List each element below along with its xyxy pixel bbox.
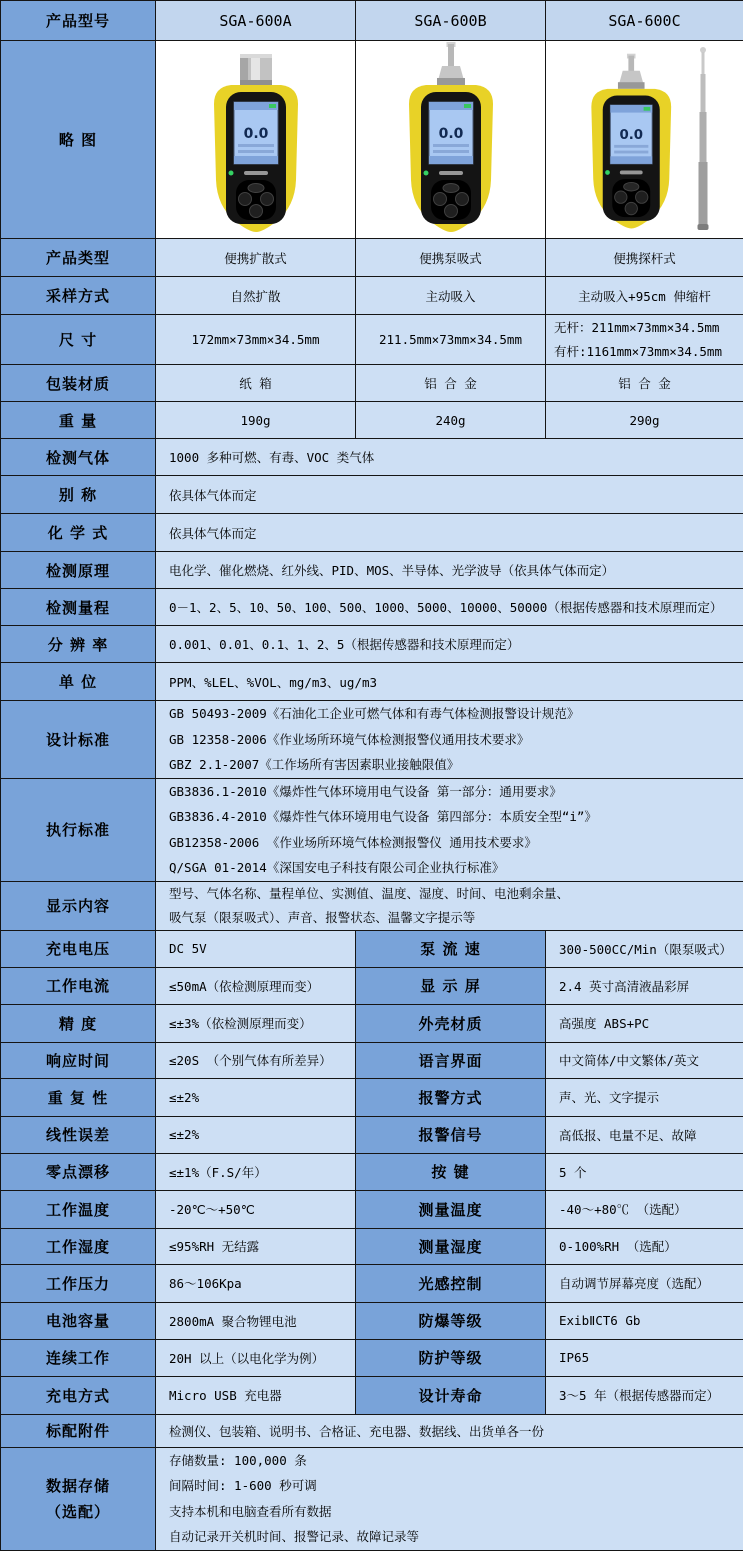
storage-label-line1: 数据存储 bbox=[46, 1473, 110, 1499]
spec-value: ExibⅡCT6 Gb bbox=[546, 1302, 743, 1339]
spec-value: 86～106Kpa bbox=[156, 1264, 356, 1302]
table-row bbox=[1, 41, 743, 239]
spec-value: -20℃～+50℃ bbox=[156, 1190, 356, 1228]
spec-value bbox=[156, 1447, 743, 1550]
spec-label: 工作压力 bbox=[1, 1264, 156, 1302]
spec-value: 211.5mm×73mm×34.5mm bbox=[356, 315, 546, 365]
device-a-photo bbox=[181, 42, 331, 238]
spec-label: 光感控制 bbox=[356, 1264, 546, 1302]
spec-value: 0－1、2、5、10、50、100、500、1000、5000、10000、50000（根据传感器和技术原理而定） bbox=[156, 589, 743, 626]
storage-line: 支持本机和电脑查看所有数据 bbox=[169, 1499, 737, 1525]
spec-label: 电池容量 bbox=[1, 1302, 156, 1339]
spec-label: 防护等级 bbox=[356, 1339, 546, 1376]
spec-value: 0-100%RH （选配） bbox=[546, 1228, 743, 1264]
spec-label: 别 称 bbox=[1, 476, 156, 514]
spec-value: 2800mA 聚合物锂电池 bbox=[156, 1302, 356, 1339]
spec-value: 检测仪、包装箱、说明书、合格证、充电器、数据线、出货单各一份 bbox=[156, 1414, 743, 1447]
device-c-screen-value: 0.0 bbox=[619, 128, 643, 143]
header-label: 产品型号 bbox=[1, 1, 156, 41]
spec-value: ≤±1%（F.S/年） bbox=[156, 1153, 356, 1190]
spec-label: 单 位 bbox=[1, 663, 156, 701]
spec-value: 电化学、催化燃烧、红外线、PID、MOS、半导体、光学波导（依具体气体而定） bbox=[156, 552, 743, 589]
device-c-photo-cell bbox=[546, 41, 743, 239]
spec-label: 包装材质 bbox=[1, 365, 156, 402]
spec-value: PPM、%LEL、%VOL、mg/m3、ug/m3 bbox=[156, 663, 743, 701]
spec-value: Micro USB 充电器 bbox=[156, 1376, 356, 1414]
spec-value: ≤95%RH 无结露 bbox=[156, 1228, 356, 1264]
device-a-screen-value: 0.0 bbox=[243, 126, 268, 142]
spec-label: 泵 流 速 bbox=[356, 930, 546, 967]
spec-label: 连续工作 bbox=[1, 1339, 156, 1376]
table-row bbox=[1, 476, 743, 514]
spec-value bbox=[546, 315, 743, 365]
spec-value: 主动吸入 bbox=[356, 277, 546, 315]
telescopic-rod bbox=[697, 47, 708, 230]
spec-value bbox=[156, 881, 743, 930]
spec-value: 240g bbox=[356, 402, 546, 439]
spec-label: 产品类型 bbox=[1, 239, 156, 277]
spec-value bbox=[156, 701, 743, 779]
spec-value: 中文简体/中文繁体/英文 bbox=[546, 1042, 743, 1078]
spec-label: 工作湿度 bbox=[1, 1228, 156, 1264]
spec-value: 自然扩散 bbox=[156, 277, 356, 315]
spec-value: 纸 箱 bbox=[156, 365, 356, 402]
spec-label: 充电方式 bbox=[1, 1376, 156, 1414]
storage-line: 自动记录开关机时间、报警记录、故障记录等 bbox=[169, 1524, 737, 1550]
spec-label: 测量温度 bbox=[356, 1190, 546, 1228]
model-a-name: SGA-600A bbox=[156, 1, 356, 41]
table-row bbox=[1, 1264, 743, 1302]
spec-label: 线性误差 bbox=[1, 1116, 156, 1153]
table-row bbox=[1, 514, 743, 552]
spec-label: 设计标准 bbox=[1, 701, 156, 779]
spec-label: 采样方式 bbox=[1, 277, 156, 315]
table-row bbox=[1, 1078, 743, 1116]
spec-value: 主动吸入+95cm 伸缩杆 bbox=[546, 277, 743, 315]
spec-value: -40～+80℃ （选配） bbox=[546, 1190, 743, 1228]
model-b-name: SGA-600B bbox=[356, 1, 546, 41]
device-b-photo-cell bbox=[356, 41, 546, 239]
spec-label: 防爆等级 bbox=[356, 1302, 546, 1339]
spec-value bbox=[156, 778, 743, 881]
spec-label: 报警方式 bbox=[356, 1078, 546, 1116]
spec-label: 报警信号 bbox=[356, 1116, 546, 1153]
spec-label: 外壳材质 bbox=[356, 1004, 546, 1042]
design-std-line: GB 50493-2009《石油化工企业可燃气体和有毒气体检测报警设计规范》 bbox=[169, 701, 737, 727]
table-row bbox=[1, 277, 743, 315]
exec-std-line: GB12358-2006 《作业场所环境气体检测报警仪 通用技术要求》 bbox=[169, 830, 737, 856]
storage-line: 存储数量: 100,000 条 bbox=[169, 1448, 737, 1474]
display-line: 吸气泵（限泵吸式）、声音、报警状态、温馨文字提示等 bbox=[169, 906, 737, 930]
spec-value: 便携泵吸式 bbox=[356, 239, 546, 277]
spec-value: 2.4 英寸高清液晶彩屏 bbox=[546, 967, 743, 1004]
table-row bbox=[1, 315, 743, 365]
storage-line: 间隔时间: 1-600 秒可调 bbox=[169, 1473, 737, 1499]
spec-value: 5 个 bbox=[546, 1153, 743, 1190]
table-row bbox=[1, 552, 743, 589]
spec-value: 依具体气体而定 bbox=[156, 514, 743, 552]
spec-value: 便携扩散式 bbox=[156, 239, 356, 277]
table-row bbox=[1, 1339, 743, 1376]
spec-value: 高低报、电量不足、故障 bbox=[546, 1116, 743, 1153]
device-b-screen-value: 0.0 bbox=[438, 126, 463, 142]
spec-value: 300-500CC/Min（限泵吸式） bbox=[546, 930, 743, 967]
table-row bbox=[1, 701, 743, 779]
size-c-line2: 有杆:1161mm×73mm×34.5mm bbox=[554, 340, 737, 364]
table-row bbox=[1, 1004, 743, 1042]
table-row bbox=[1, 589, 743, 626]
spec-value: DC 5V bbox=[156, 930, 356, 967]
spec-label: 响应时间 bbox=[1, 1042, 156, 1078]
table-row bbox=[1, 881, 743, 930]
spec-label: 尺 寸 bbox=[1, 315, 156, 365]
spec-value: ≤±3%（依检测原理而变） bbox=[156, 1004, 356, 1042]
table-row bbox=[1, 239, 743, 277]
spec-value: 1000 多种可燃、有毒、VOC 类气体 bbox=[156, 439, 743, 476]
spec-label: 工作电流 bbox=[1, 967, 156, 1004]
table-row bbox=[1, 1414, 743, 1447]
spec-value: 172mm×73mm×34.5mm bbox=[156, 315, 356, 365]
table-row bbox=[1, 778, 743, 881]
spec-value: ≤20S （个别气体有所差异） bbox=[156, 1042, 356, 1078]
exec-std-line: Q/SGA 01-2014《深国安电子科技有限公司企业执行标准》 bbox=[169, 855, 737, 881]
spec-label: 检测量程 bbox=[1, 589, 156, 626]
table-row bbox=[1, 1116, 743, 1153]
spec-value: 高强度 ABS+PC bbox=[546, 1004, 743, 1042]
table-row bbox=[1, 1042, 743, 1078]
table-row bbox=[1, 1447, 743, 1550]
spec-value: 190g bbox=[156, 402, 356, 439]
spec-value: IP65 bbox=[546, 1339, 743, 1376]
spec-value: 0.001、0.01、0.1、1、2、5（根据传感器和技术原理而定） bbox=[156, 626, 743, 663]
model-c-name: SGA-600C bbox=[546, 1, 743, 41]
spec-label: 语言界面 bbox=[356, 1042, 546, 1078]
table-row bbox=[1, 1153, 743, 1190]
exec-std-line: GB3836.1-2010《爆炸性气体环境用电气设备 第一部分：通用要求》 bbox=[169, 779, 737, 805]
spec-value: 290g bbox=[546, 402, 743, 439]
device-a-photo-cell bbox=[156, 41, 356, 239]
spec-label: 精 度 bbox=[1, 1004, 156, 1042]
spec-label: 检测原理 bbox=[1, 552, 156, 589]
device-c-photo bbox=[570, 42, 720, 238]
spec-label: 零点漂移 bbox=[1, 1153, 156, 1190]
design-std-line: GB 12358-2006《作业场所环境气体检测报警仪通用技术要求》 bbox=[169, 727, 737, 753]
spec-value: ≤50mA（依检测原理而变） bbox=[156, 967, 356, 1004]
spec-value: ≤±2% bbox=[156, 1116, 356, 1153]
spec-value: ≤±2% bbox=[156, 1078, 356, 1116]
table-row bbox=[1, 402, 743, 439]
spec-label: 分 辨 率 bbox=[1, 626, 156, 663]
table-row bbox=[1, 1228, 743, 1264]
spec-label: 按 键 bbox=[356, 1153, 546, 1190]
table-row bbox=[1, 626, 743, 663]
spec-label: 检测气体 bbox=[1, 439, 156, 476]
table-row bbox=[1, 439, 743, 476]
spec-value: 铝 合 金 bbox=[356, 365, 546, 402]
spec-label: 重 复 性 bbox=[1, 1078, 156, 1116]
spec-value: 便携探杆式 bbox=[546, 239, 743, 277]
spec-value: 3～5 年（根据传感器而定） bbox=[546, 1376, 743, 1414]
table-row bbox=[1, 365, 743, 402]
design-std-line: GBZ 2.1-2007《工作场所有害因素职业接触限值》 bbox=[169, 752, 737, 778]
table-row bbox=[1, 967, 743, 1004]
table-row bbox=[1, 1302, 743, 1339]
display-line: 型号、气体名称、量程单位、实测值、温度、湿度、时间、电池剩余量、 bbox=[169, 882, 737, 906]
table-row bbox=[1, 1190, 743, 1228]
spec-label: 设计寿命 bbox=[356, 1376, 546, 1414]
spec-label: 工作温度 bbox=[1, 1190, 156, 1228]
spec-label: 执行标准 bbox=[1, 778, 156, 881]
device-b-photo bbox=[376, 42, 526, 238]
spec-label: 化 学 式 bbox=[1, 514, 156, 552]
spec-label: 标配附件 bbox=[1, 1414, 156, 1447]
spec-label bbox=[1, 1447, 156, 1550]
exec-std-line: GB3836.4-2010《爆炸性气体环境用电气设备 第四部分：本质安全型“i”》 bbox=[169, 804, 737, 830]
spec-value: 20H 以上（以电化学为例） bbox=[156, 1339, 356, 1376]
spec-value: 铝 合 金 bbox=[546, 365, 743, 402]
spec-value: 声、光、文字提示 bbox=[546, 1078, 743, 1116]
spec-label: 重 量 bbox=[1, 402, 156, 439]
table-row bbox=[1, 1, 743, 41]
spec-label: 充电电压 bbox=[1, 930, 156, 967]
spec-label: 显示内容 bbox=[1, 881, 156, 930]
table-row bbox=[1, 930, 743, 967]
spec-label: 显 示 屏 bbox=[356, 967, 546, 1004]
spec-value: 自动调节屏幕亮度（选配） bbox=[546, 1264, 743, 1302]
size-c-line1: 无杆：211mm×73mm×34.5mm bbox=[554, 316, 737, 340]
spec-label: 测量湿度 bbox=[356, 1228, 546, 1264]
table-row bbox=[1, 663, 743, 701]
spec-value: 依具体气体而定 bbox=[156, 476, 743, 514]
storage-label-line2: （选配） bbox=[46, 1499, 110, 1525]
table-row bbox=[1, 1376, 743, 1414]
sketch-label: 略 图 bbox=[1, 41, 156, 239]
